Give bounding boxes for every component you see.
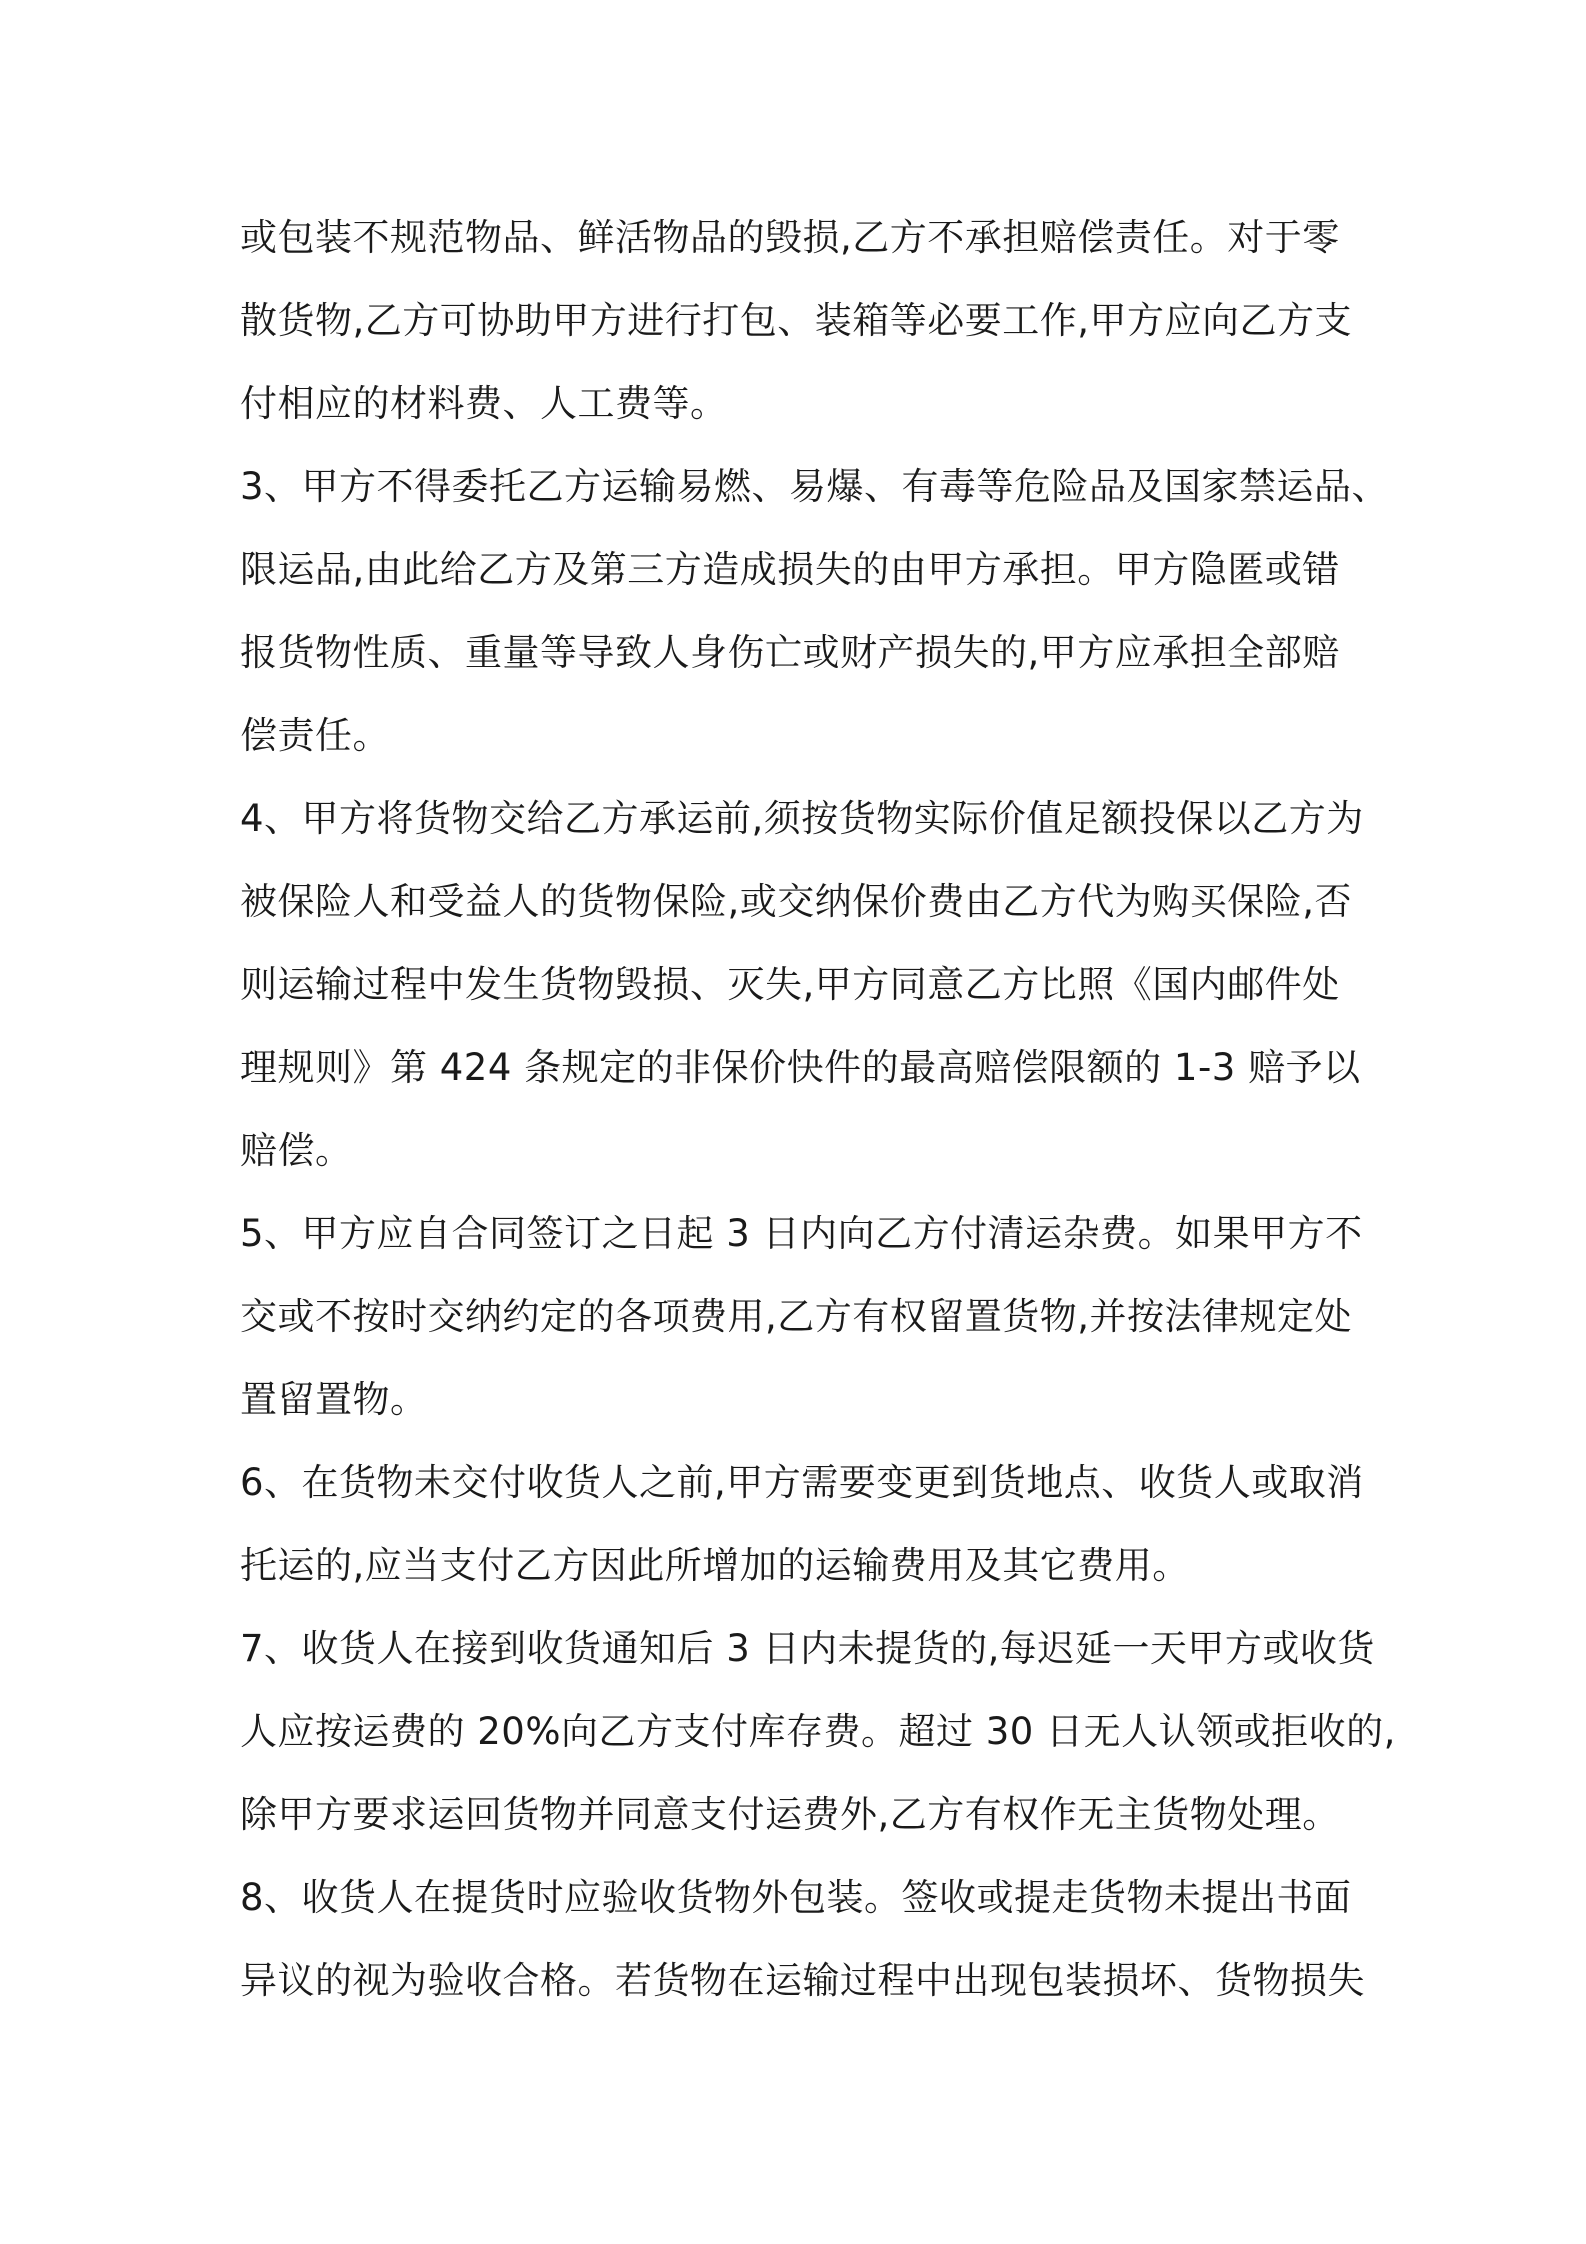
- text-line: 报货物性质、重量等导致人身伤亡或财产损失的,甲方应承担全部赔: [240, 631, 1340, 674]
- text-line: 置留置物。: [240, 1378, 428, 1421]
- text-line: 人应按运费的 20%向乙方支付库存费。超过 30 日无人认领或拒收的,: [240, 1710, 1396, 1753]
- clause-8-line: 8、收货人在提货时应验收货物外包装。签收或提走货物未提出书面: [240, 1876, 1352, 1919]
- text-line: 或包装不规范物品、鲜活物品的毁损,乙方不承担赔偿责任。对于零: [240, 216, 1340, 259]
- text-line: 则运输过程中发生货物毁损、灭失,甲方同意乙方比照《国内邮件处: [240, 963, 1340, 1006]
- text-line: 交或不按时交纳约定的各项费用,乙方有权留置货物,并按法律规定处: [240, 1295, 1353, 1338]
- text-line: 除甲方要求运回货物并同意支付运费外,乙方有权作无主货物处理。: [240, 1793, 1340, 1836]
- clause-4-line: 4、甲方将货物交给乙方承运前,须按货物实际价值足额投保以乙方为: [240, 797, 1364, 840]
- text-line: 偿责任。: [240, 714, 390, 757]
- text-line: 限运品,由此给乙方及第三方造成损失的由甲方承担。甲方隐匿或错: [240, 548, 1340, 591]
- text-line: 散货物,乙方可协助甲方进行打包、装箱等必要工作,甲方应向乙方支: [240, 299, 1353, 342]
- clause-3-line: 3、甲方不得委托乙方运输易燃、易爆、有毒等危险品及国家禁运品、: [240, 465, 1390, 508]
- text-line: 理规则》第 424 条规定的非保价快件的最高赔偿限额的 1-3 赔予以: [240, 1046, 1361, 1089]
- text-line: 付相应的材料费、人工费等。: [240, 382, 728, 425]
- contract-text-body: [240, 196, 1396, 2022]
- clause-6-line: 6、在货物未交付收货人之前,甲方需要变更到货地点、收货人或取消: [240, 1461, 1364, 1504]
- text-line: 托运的,应当支付乙方因此所增加的运输费用及其它费用。: [240, 1544, 1190, 1587]
- clause-7-line: 7、收货人在接到收货通知后 3 日内未提货的,每迟延一天甲方或收货: [240, 1627, 1375, 1670]
- text-line: 赔偿。: [240, 1129, 353, 1172]
- text-line: 被保险人和受益人的货物保险,或交纳保价费由乙方代为购买保险,否: [240, 880, 1353, 923]
- clause-5-line: 5、甲方应自合同签订之日起 3 日内向乙方付清运杂费。如果甲方不: [240, 1212, 1363, 1255]
- text-line: 异议的视为验收合格。若货物在运输过程中出现包装损坏、货物损失: [240, 1959, 1365, 2002]
